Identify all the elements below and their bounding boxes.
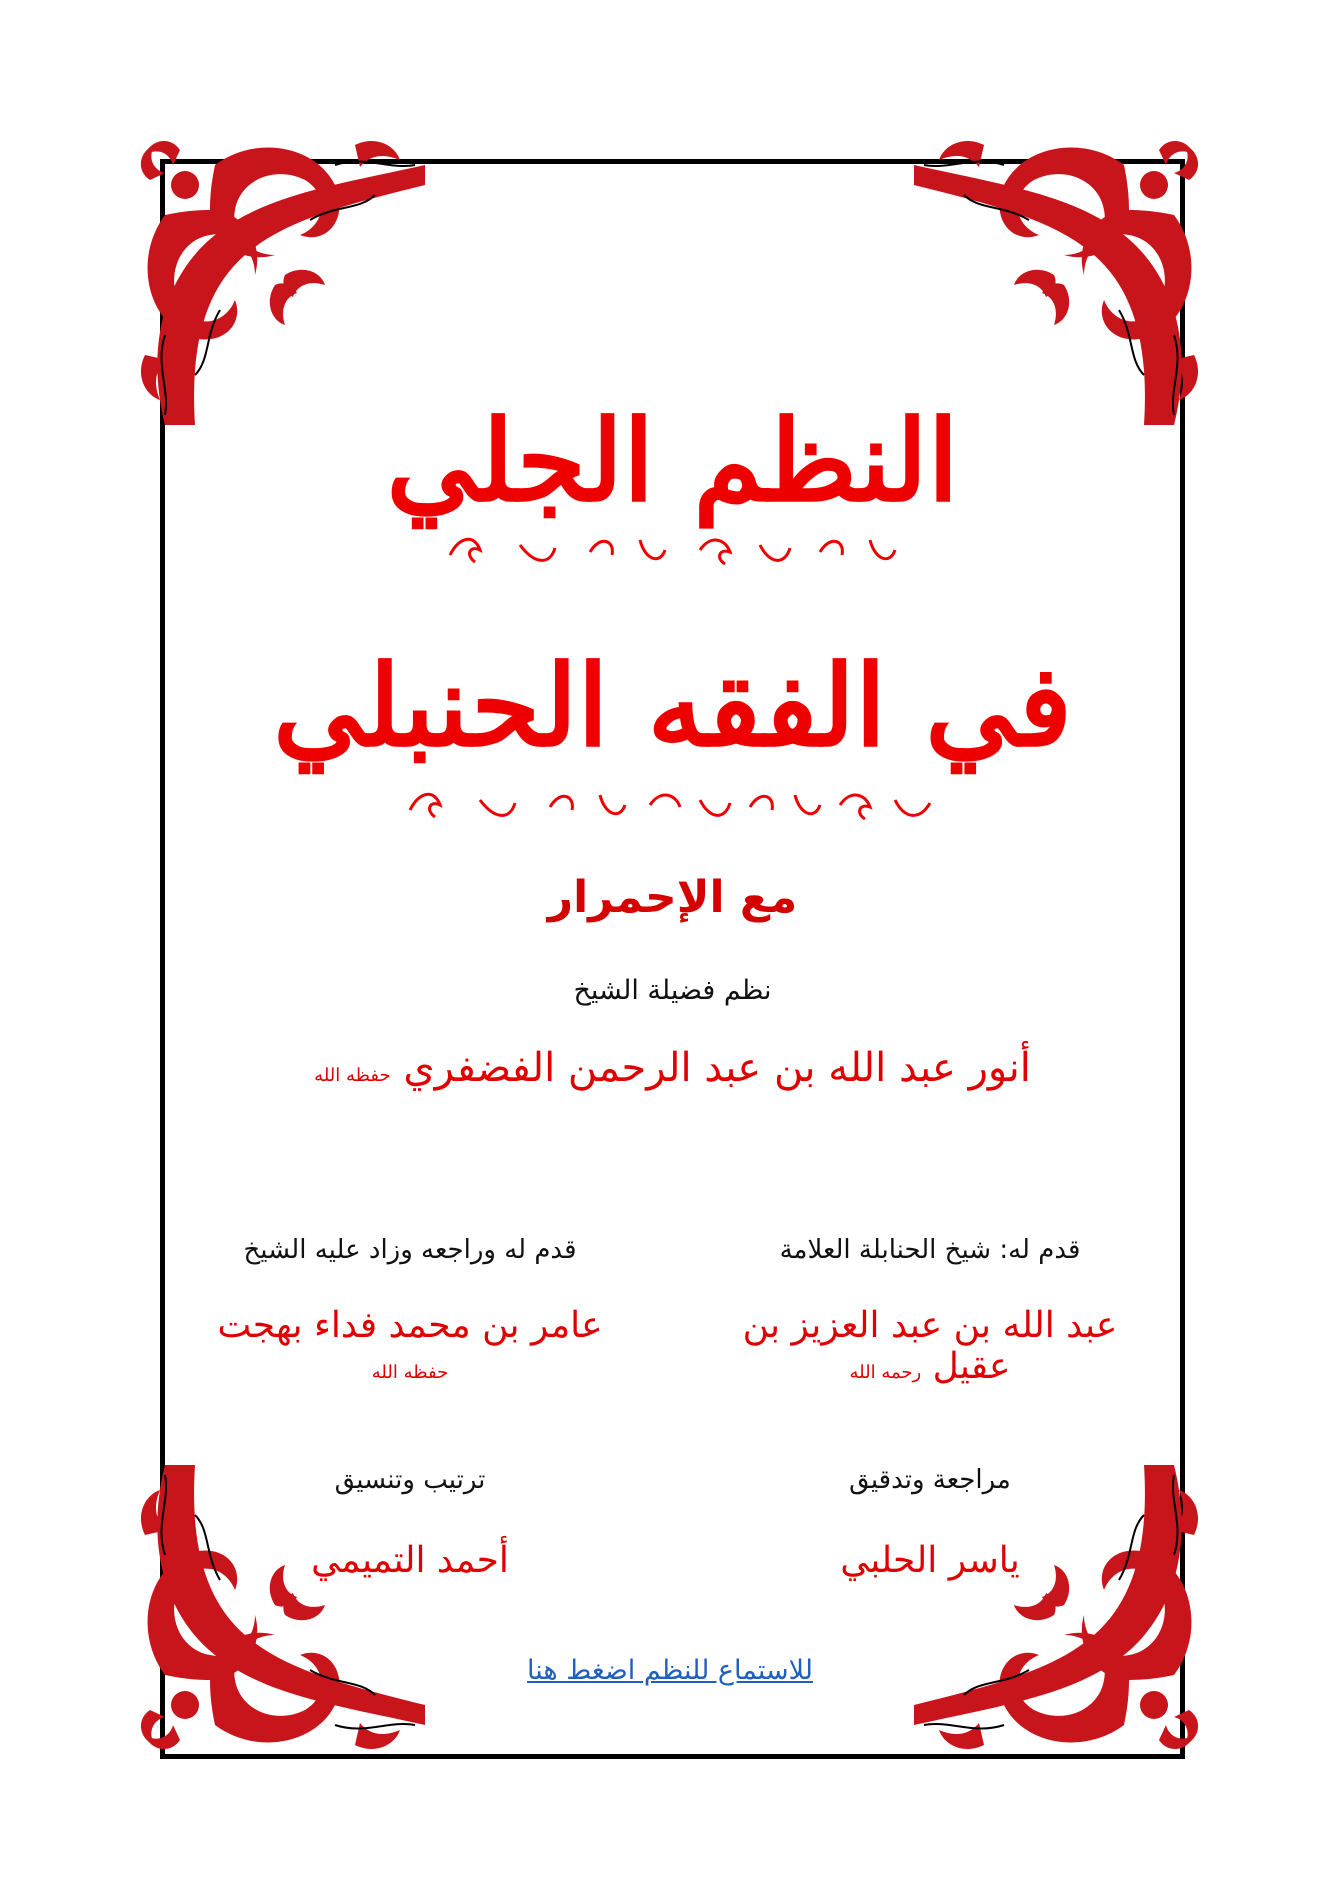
book-title-line-2: في الفقه الحنبلي [272, 641, 1073, 772]
corner-ornament-top-right [914, 125, 1214, 425]
listen-audio-link[interactable]: للاستماع للنظم اضغط هنا [527, 1655, 813, 1686]
ornament-icon [125, 1465, 425, 1765]
intro-2-label: قدم له وراجعه وزاد عليه الشيخ [243, 1235, 577, 1265]
intro-1-name-line [720, 1305, 1140, 1387]
intro-2-honorific: حفظه الله [371, 1362, 449, 1383]
ornament-icon [914, 1465, 1214, 1765]
ornament-icon [914, 125, 1214, 425]
subtitle: مع الإحمرار [547, 872, 798, 923]
arrangement-label: ترتيب وتنسيق [334, 1465, 486, 1495]
poet-honorific: حفظه الله [314, 1065, 391, 1086]
corner-ornament-top-left [125, 125, 425, 425]
poet-label: نظم فضيلة الشيخ [573, 975, 772, 1006]
corner-ornament-bottom-right [914, 1465, 1214, 1765]
flourish-icon [400, 785, 940, 825]
title-flourish-2 [400, 785, 940, 825]
intro-1-label: قدم له: شيخ الحنابلة العلامة [779, 1235, 1081, 1265]
intro-1-name: عبد الله بن عبد العزيز بن عقيل [742, 1305, 1118, 1387]
review-name: ياسر الحلبي [840, 1540, 1020, 1581]
ornament-icon [125, 125, 425, 425]
poet-name-line [160, 1045, 1185, 1091]
intro-2-name-line [200, 1305, 620, 1387]
flourish-icon [440, 530, 900, 570]
intro-1-honorific: رحمه الله [849, 1362, 922, 1383]
intro-2-name: عامر بن محمد فداء بهجت [217, 1305, 603, 1346]
title-flourish-1 [440, 530, 900, 570]
review-label: مراجعة وتدقيق [849, 1465, 1011, 1495]
book-title-line-1: النظم الجلي [386, 396, 959, 527]
corner-ornament-bottom-left [125, 1465, 425, 1765]
poet-name: أنور عبد الله بن عبد الرحمن الفضفري [403, 1045, 1031, 1091]
arrangement-name: أحمد التميمي [311, 1540, 509, 1581]
